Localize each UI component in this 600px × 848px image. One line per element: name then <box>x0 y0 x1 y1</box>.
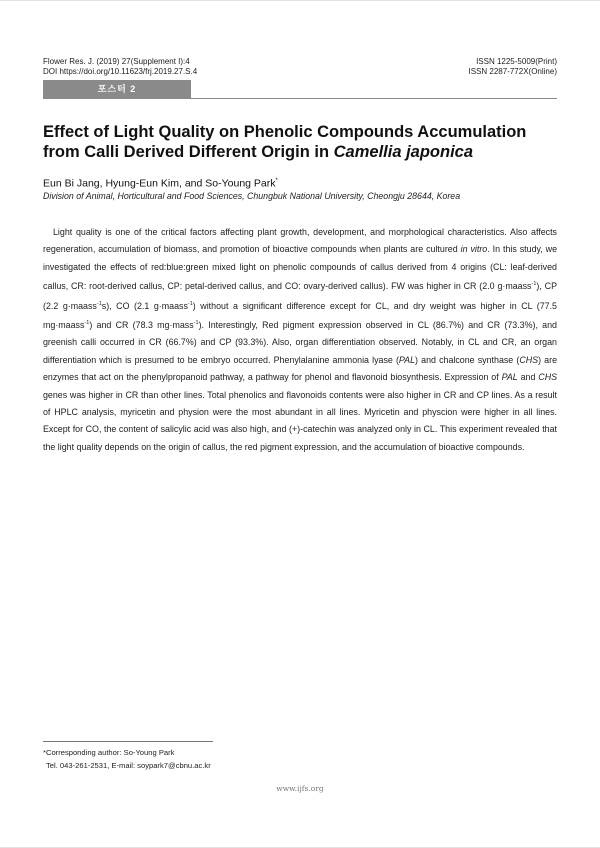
abstract-gene: PAL <box>398 354 416 365</box>
title-species: Camellia japonica <box>333 143 474 161</box>
abstract-gene: CHS <box>519 354 539 365</box>
abstract-seg: Light quality is one of the critical factors affecting plant growth, development, and morphological characteristics. Also affects regeneration, accumulation of biomass, and promotion of bioactive compounds when plants are cultured <box>43 227 557 255</box>
abstract-term: in vitro <box>460 244 488 255</box>
title-text: Effect of Light Quality on Phenolic Compounds Accumulation from Calli Derived Different Origin in <box>43 123 527 161</box>
journal-url[interactable]: www.ijfs.org <box>276 784 324 793</box>
abstract-gene: PAL <box>501 372 518 383</box>
corresponding-mark: * <box>275 178 278 184</box>
affiliation: Division of Animal, Horticultural and Food Sciences, Chungbuk National University, Cheongju 28644, Korea <box>43 191 461 201</box>
abstract-superscript: -1 <box>193 319 199 326</box>
abstract-seg: ) are enzymes that act on the phenylpropanoid pathway, a pathway for phenol and flavonoid biosynthesis. Expression of <box>43 354 558 383</box>
abstract-seg: and <box>520 372 536 383</box>
section-tab: 포스터 2 <box>43 80 191 99</box>
abstract-superscript: -1 <box>84 319 90 326</box>
contact-info: Tel. 043-261-2531, E-mail: soypark7@cbnu.ac.kr <box>46 761 211 770</box>
abstract-superscript: -1 <box>531 281 537 288</box>
footnote <box>43 746 211 772</box>
top-border <box>0 0 600 1</box>
abstract-seg: genes was higher in CR than other lines. Total phenolics and flavonoids contents were also higher in CR and CP lines. As a result of HPLC analysis, myricetin and physion were the most abundant in all lines. Myricetin and physcion were higher in all lines. Except for CO, the content of salicylic acid was also high, and (+)-catechin was analyzed only in CL. This experiment revealed that the light quality depends on the origin of callus, the red pigment expression, and the accumulation of bioactive compounds. <box>43 389 557 452</box>
abstract-seg: ) and CR (78.3 mg·mass <box>89 319 194 330</box>
abstract-superscript: -1 <box>187 300 193 307</box>
abstract-superscript: -1 <box>96 300 102 307</box>
abstract-seg: ). Interestingly, Red pigment expression observed in CL (86.7%) and CR (73.3%), and greenish calli occurred in CR (66.7%) and CP (93.3%). Also, organ differentiation observed. Notably, in CL and CR, an organ differentiation which is presumed to be embryo occurred. Phenylalanine ammonia lyase ( <box>43 319 557 365</box>
author-names: Eun Bi Jang, Hyung-Eun Kim, and So-Young Park <box>43 177 276 190</box>
journal-citation: Flower Res. J. (2019) 27(Supplement I):4 <box>43 57 190 66</box>
abstract-seg: ), CP (2.2 g·maass <box>43 281 557 311</box>
issn-online: ISSN 2287-772X(Online) <box>468 67 557 76</box>
issn-print: ISSN 1225-5009(Print) <box>476 57 557 66</box>
doi-link[interactable]: DOI https://doi.org/10.11623/frj.2019.27.S.4 <box>43 67 198 76</box>
abstract-seg: ) and chalcone synthase ( <box>415 354 520 365</box>
abstract-gene: CHS <box>538 372 558 383</box>
abstract-seg: ) without a significant difference except for CL, and dry weight was higher in CL (77.5 mg·maass <box>43 300 557 330</box>
section-bar <box>43 80 557 99</box>
paper-title <box>43 122 563 162</box>
corresponding-author: *Corresponding author: So-Young Park <box>43 748 175 757</box>
section-rule <box>43 98 557 99</box>
abstract-seg: . In this study, we investigated the effects of red:blue:green mixed light on phenolic compounds of callus derived from 4 origins (CL: leaf-derived callus, CR: root-derived callus, CP: petal-derived callus, and CO: ovary-derived callus). FW was higher in CR (2.0 g·maass <box>43 244 558 292</box>
author-list <box>43 175 278 191</box>
abstract <box>43 224 557 456</box>
footnote-divider <box>43 741 213 742</box>
abstract-seg: s), CO (2.1 g·maass <box>101 300 188 311</box>
journal-header <box>43 57 557 77</box>
